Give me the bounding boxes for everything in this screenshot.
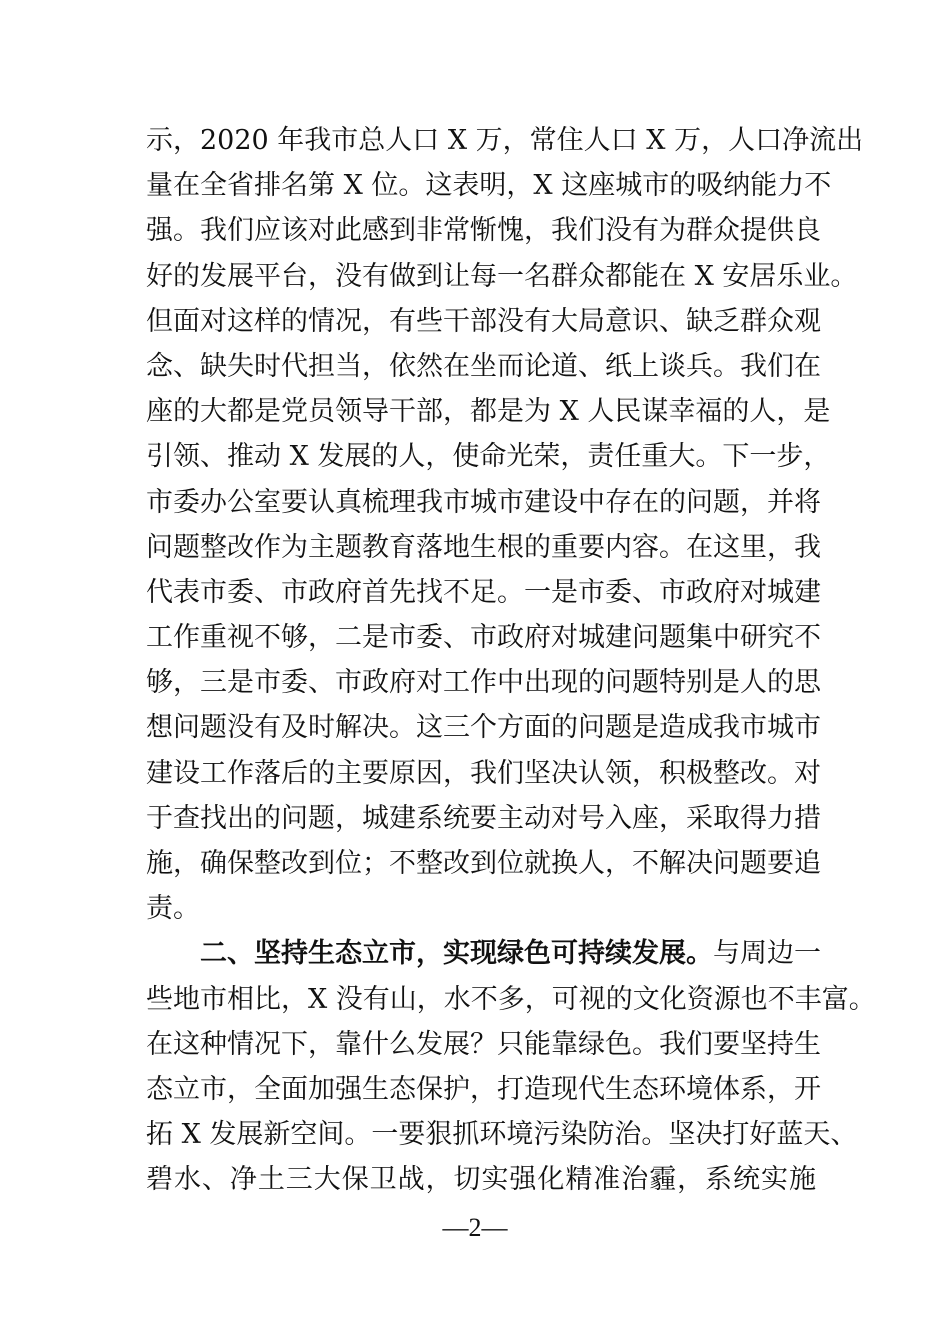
text-span: 与周边一 [713, 938, 821, 970]
text-line: 代表市委、市政府首先找不足。一是市委、市政府对城建 [146, 576, 821, 608]
text-line: 引领、推动 X 发展的人，使命光荣，责任重大。下一步， [146, 441, 831, 473]
text-line: 责。 [146, 893, 200, 925]
text-line: 施，确保整改到位；不整改到位就换人，不解决问题要追 [146, 848, 821, 879]
text-line: 碧水、净土三大保卫战，切实强化精准治霾，系统实施 [146, 1164, 816, 1196]
text-line: 工作重视不够，二是市委、市政府对城建问题集中研究不 [146, 622, 821, 654]
text-line: 些地市相比，X 没有山，水不多，可视的文化资源也不丰富。 [146, 983, 876, 1015]
text-line: 在这种情况下，靠什么发展？只能靠绿色。我们要坚持生 [146, 1028, 821, 1060]
text-line: 座的大都是党员领导干部，都是为 X 人民谋幸福的人，是 [146, 396, 831, 428]
text-line: 于查找出的问题，城建系统要主动对号入座，采取得力措 [146, 802, 821, 834]
text-line: 强。我们应该对此感到非常惭愧，我们没有为群众提供良 [146, 215, 821, 247]
text-line: 问题整改作为主题教育落地生根的重要内容。在这里，我 [146, 531, 821, 563]
text-line: 示，2020 年我市总人口 X 万，常住人口 X 万，人口净流出 [146, 125, 864, 156]
text-line: 念、缺失时代担当，依然在坐而论道、纸上谈兵。我们在 [146, 350, 821, 382]
text-line: 建设工作落后的主要原因，我们坚决认领，积极整改。对 [146, 757, 821, 789]
text-line: 态立市，全面加强生态保护，打造现代生态环境体系，开 [146, 1073, 821, 1105]
section-heading-line [146, 931, 821, 976]
document-body [146, 118, 876, 1203]
section-heading: 二、坚持生态立市，实现绿色可持续发展。 [200, 938, 713, 970]
paragraph-2 [146, 931, 876, 1202]
text-line: 好的发展平台，没有做到让每一名群众都能在 X 安居乐业。 [146, 260, 858, 292]
text-line: 想问题没有及时解决。这三个方面的问题是造成我市城市 [146, 712, 821, 744]
text-line: 够，三是市委、市政府对工作中出现的问题特别是人的思 [146, 667, 821, 699]
text-line: 拓 X 发展新空间。一要狠抓环境污染防治。坚决打好蓝天、 [146, 1119, 858, 1151]
text-line: 市委办公室要认真梳理我市城市建设中存在的问题，并将 [146, 486, 821, 518]
page-number: —2— [442, 1213, 508, 1242]
paragraph-1 [146, 118, 864, 931]
text-line: 量在全省排名第 X 位。这表明，X 这座城市的吸纳能力不 [146, 170, 832, 202]
text-line: 但面对这样的情况，有些干部没有大局意识、缺乏群众观 [146, 305, 821, 337]
